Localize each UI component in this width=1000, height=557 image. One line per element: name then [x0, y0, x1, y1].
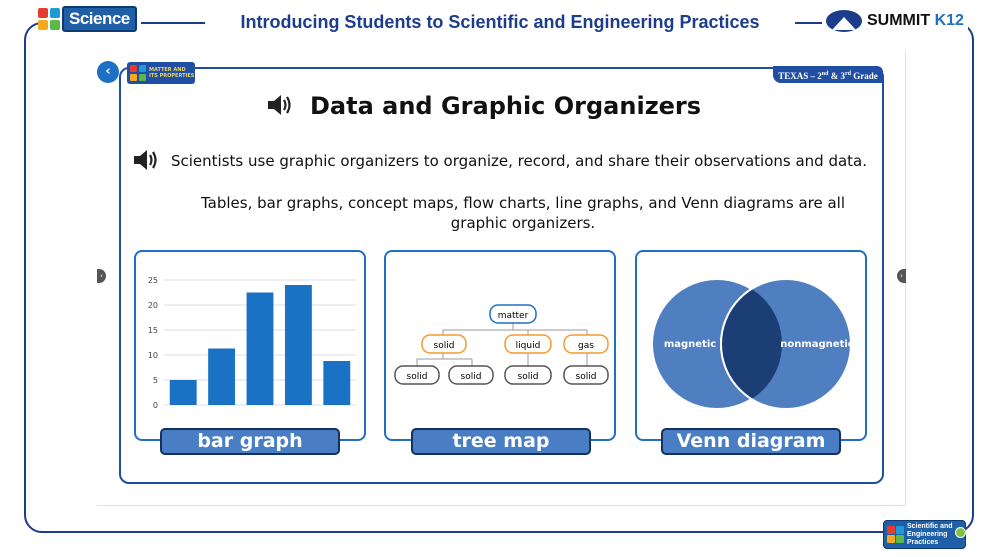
y-tick-label: 0 [152, 401, 158, 410]
tree-node-root-label: matter [497, 311, 529, 321]
prev-slide-button[interactable]: ‹ [97, 269, 106, 283]
bar-graph-panel [134, 250, 366, 441]
tree-leaf-label: solid [460, 372, 482, 382]
summit-logo [822, 8, 968, 34]
topic-badge [127, 62, 195, 84]
next-slide-button[interactable]: › [897, 269, 906, 283]
tree-leaf-label: solid [517, 372, 539, 382]
y-tick-label: 20 [147, 301, 158, 310]
science-logo [38, 6, 141, 32]
tree-node-label: liquid [515, 341, 541, 351]
tree-map-label: tree map [411, 428, 591, 455]
venn-diagram-label: Venn diagram [661, 428, 841, 455]
venn-diagram-panel [635, 250, 867, 441]
y-tick-label: 15 [147, 326, 158, 335]
logo-tiles-icon [38, 8, 60, 30]
tree-leaf-label: solid [406, 372, 428, 382]
bar [208, 349, 235, 406]
logo-text: Science [62, 6, 137, 32]
tree-map-panel [384, 250, 616, 441]
tree-node-label: solid [433, 341, 455, 351]
intro-text: Scientists use graphic organizers to organize, record, and share their observations and data. [171, 152, 868, 170]
tree-leaf-label: solid [575, 372, 597, 382]
bar [170, 380, 197, 405]
y-tick-label: 5 [152, 376, 158, 385]
slide-title: Data and Graphic Organizers [310, 92, 702, 120]
topic-tiles-icon [130, 65, 146, 81]
brand-name: SUMMIT K12 [867, 12, 964, 29]
bar-graph-label: bar graph [160, 428, 340, 455]
y-tick-label: 25 [147, 276, 158, 285]
venn-right-label: nonmagnetic [780, 339, 854, 350]
bar-chart [136, 252, 364, 439]
bar [323, 361, 350, 405]
practices-badge-text: Scientific and Engineering Practices [907, 522, 953, 546]
y-tick-label: 10 [147, 351, 158, 360]
page-title: Introducing Students to Scientific and Engineering Practices [240, 12, 760, 32]
venn-diagram [637, 252, 865, 439]
back-button[interactable]: ‹ [97, 61, 119, 83]
bar [247, 293, 274, 406]
tree-map-diagram [386, 252, 614, 439]
grade-tag: TEXAS – 2nd & 3rd Grade [773, 66, 883, 83]
speaker-icon[interactable] [132, 147, 160, 173]
practices-badge [883, 520, 966, 549]
status-dot-icon [955, 527, 966, 538]
mountain-icon [826, 10, 862, 32]
bar [285, 285, 312, 405]
topic-badge-text: MATTER AND ITS PROPERTIES [149, 67, 195, 79]
speaker-icon[interactable] [266, 92, 294, 118]
venn-left-label: magnetic [663, 339, 717, 350]
organizer-list-text: Tables, bar graphs, concept maps, flow charts, line graphs, and Venn diagrams are all graphic organizers. [200, 194, 845, 232]
practices-tiles-icon [887, 526, 904, 543]
tree-node-label: gas [578, 341, 594, 351]
